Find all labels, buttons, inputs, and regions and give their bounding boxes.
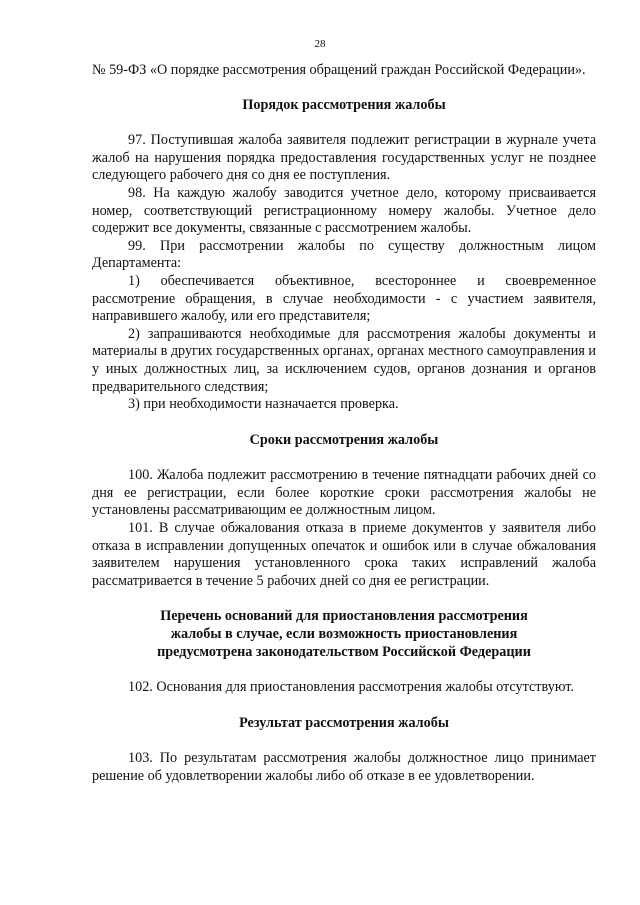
paragraph-102: 102. Основания для приостановления рассмотрения жалобы отсутствуют.: [128, 679, 574, 696]
paragraph-99-item-1: 1) обеспечивается объективное, всестороннее и своевременное рассмотрение обращения, в случае необходимости - с участием заявителя, направившего жалобу, или его представителя;: [92, 272, 596, 325]
intro-paragraph: № 59-ФЗ «О порядке рассмотрения обращений граждан Российской Федерации».: [92, 62, 586, 78]
suspension-heading-line-3: предусмотрена законодательством Российской Федерации: [157, 643, 531, 660]
paragraph-99-item-3: 3) при необходимости назначается проверка.: [128, 396, 399, 413]
paragraph-101: 101. В случае обжалования отказа в приеме документов у заявителя либо отказа в исправлении допущенных опечаток и ошибок или в случае обжалования заявителем нарушения установленного срока таких исправлений жалоба рассматривается в течение 5 рабочих дней со дня ее регистрации.: [92, 520, 596, 589]
suspension-heading-line-1: Перечень оснований для приостановления рассмотрения: [160, 608, 528, 625]
section-heading-suspension: [92, 608, 596, 661]
paragraph-99-item-2: 2) запрашиваются необходимые для рассмотрения жалобы документы и материалы в других государственных органах, органах местного самоуправления и у иных должностных лиц, за исключением судов, органов дознания и органов предварительного следствия;: [92, 325, 596, 395]
suspension-heading-line-2: жалобы в случае, если возможность приостановления: [170, 626, 518, 643]
paragraph-99: 99. При рассмотрении жалобы по существу должностным лицом Департамента:: [92, 237, 596, 272]
section-heading-result: Результат рассмотрения жалобы: [239, 714, 449, 731]
section-heading-procedure: Порядок рассмотрения жалобы: [242, 96, 446, 113]
section-heading-deadlines: Сроки рассмотрения жалобы: [249, 431, 439, 448]
paragraph-97: 97. Поступившая жалоба заявителя подлежит регистрации в журнале учета жалоб на нарушения порядка предоставления государственных услуг не позднее следующего рабочего дня со дня ее поступления.: [92, 132, 596, 184]
document-body: [92, 62, 596, 786]
paragraph-103: 103. По результатам рассмотрения жалобы должностное лицо принимает решение об удовлетворении жалобы либо об отказе в ее удовлетворении.: [92, 750, 596, 784]
paragraph-100: 100. Жалоба подлежит рассмотрению в течение пятнадцати рабочих дней со дня ее регистрации, если более короткие сроки рассмотрения жалобы не установлены рассматривающим ее должностным лицом.: [92, 467, 596, 519]
page-number: 28: [314, 38, 326, 50]
paragraph-98: 98. На каждую жалобу заводится учетное дело, которому присваивается номер, соответствующий регистрационному номеру жалобы. Учетное дело содержит все документы, связанные с рассмотрением жалобы.: [92, 184, 596, 237]
